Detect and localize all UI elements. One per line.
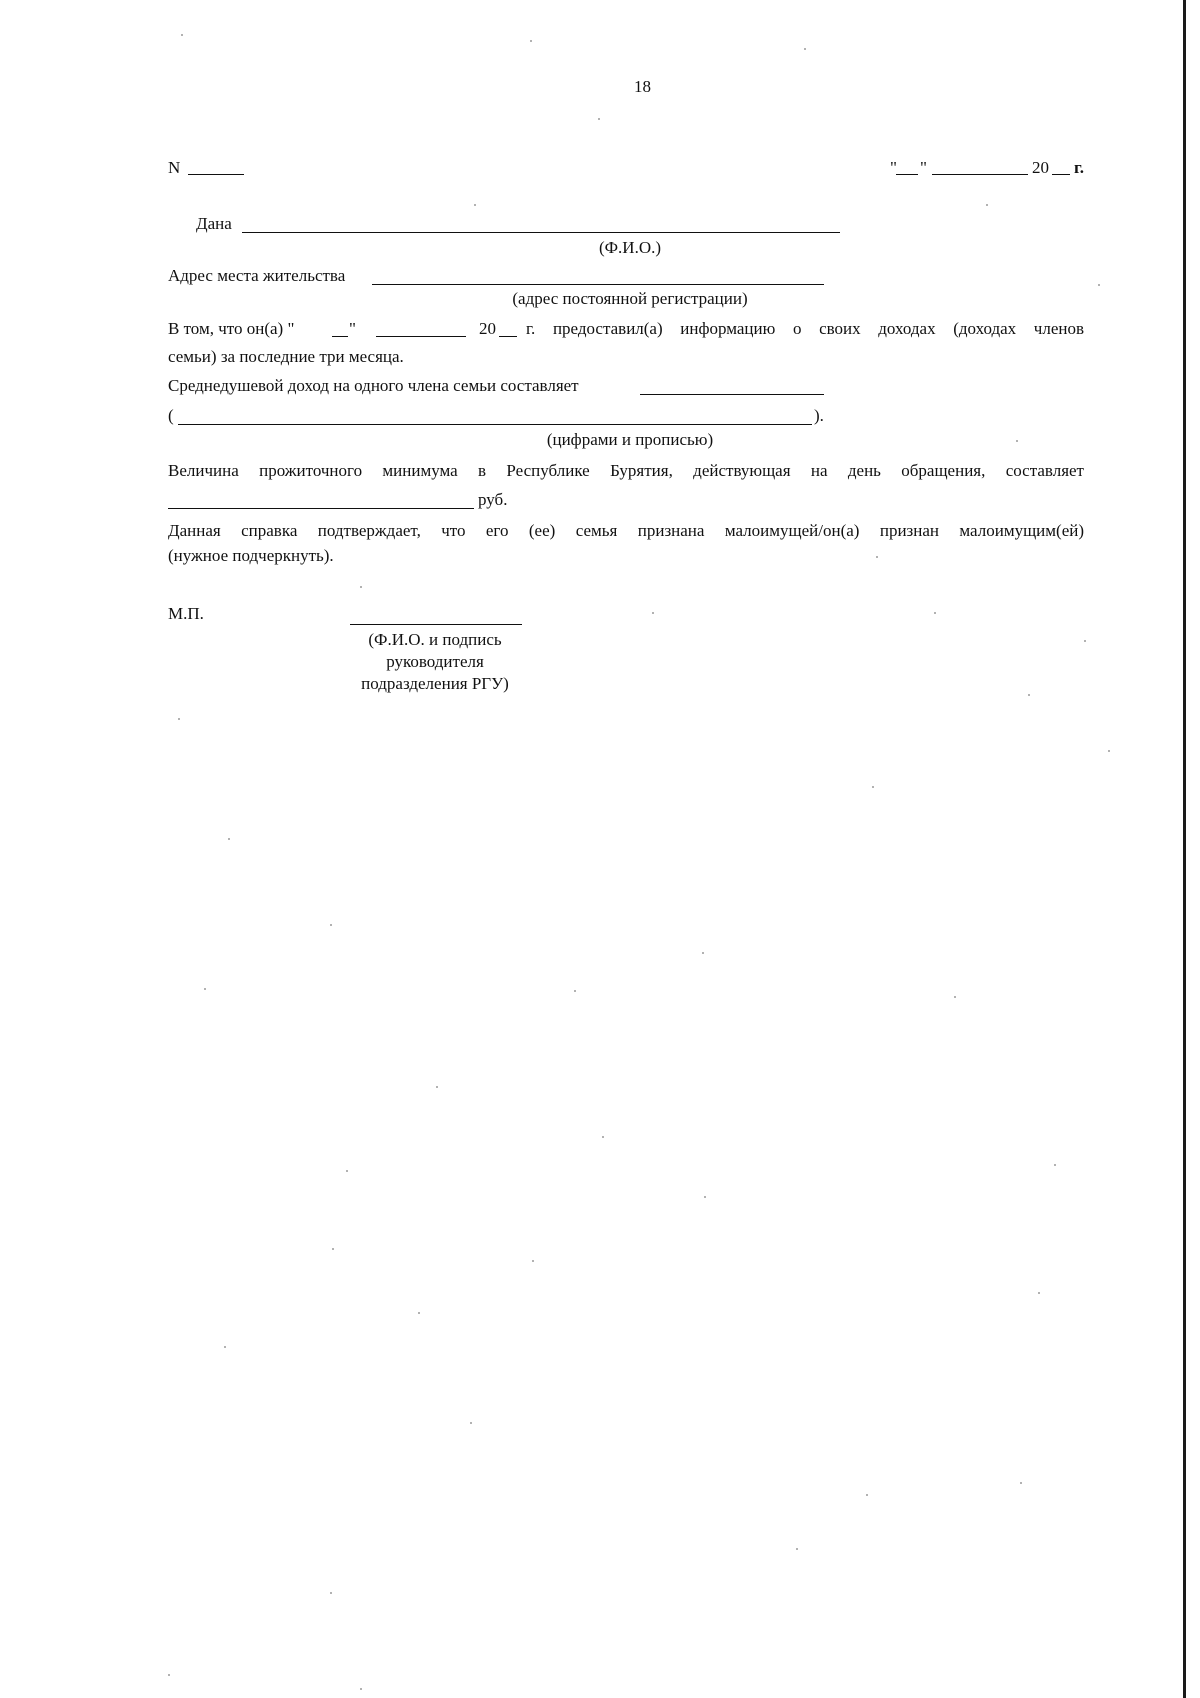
stamp-label: М.П. (168, 604, 204, 623)
statement-line2: семьи) за последние три месяца. (168, 347, 404, 366)
issued-to-caption: (Ф.И.О.) (598, 238, 662, 257)
signature-caption-line1: (Ф.И.О. и подпись (368, 630, 502, 649)
signature-blank (350, 624, 522, 625)
issued-to-label: Дана (196, 214, 232, 233)
confirm-line1: Данная справка подтверждает, что его (ее) семья признана малоимущей/он(а) признан малоимущим(ей) (168, 521, 1084, 540)
income-amount-blank (640, 394, 824, 395)
income-caption: (цифрами и прописью) (546, 430, 714, 449)
number-label: N (168, 158, 181, 177)
statement-year-blank (499, 336, 517, 337)
date-year-prefix: 20 (1032, 158, 1049, 177)
date-year-suffix: г. (1074, 158, 1085, 177)
income-label: Среднедушевой доход на одного члена семьи составляет (168, 376, 579, 395)
date-open-quote: " (890, 158, 897, 177)
minimum-amount-blank (168, 508, 474, 509)
address-caption: (адрес постоянной регистрации) (512, 289, 748, 308)
scan-edge-line (1183, 0, 1186, 1698)
statement-line1-a: В том, что он(а) " (168, 319, 295, 338)
statement-day-blank (332, 336, 348, 337)
page-number: 18 (634, 77, 651, 96)
income-words-blank (178, 424, 812, 425)
confirm-line2: (нужное подчеркнуть). (168, 546, 334, 565)
signature-caption-line2: руководителя (386, 652, 484, 671)
address-label: Адрес места жительства (168, 266, 346, 285)
date-close-quote: " (920, 158, 927, 177)
signature-caption-line3: подразделения РГУ) (361, 674, 509, 693)
minimum-unit: руб. (478, 490, 508, 509)
minimum-line1: Величина прожиточного минимума в Республике Бурятия, действующая на день обращения, составляет (168, 461, 1084, 480)
statement-month-blank (376, 336, 466, 337)
address-blank (372, 284, 824, 285)
statement-line1-b: " (349, 319, 356, 338)
income-open-paren: ( (168, 406, 174, 425)
issued-to-blank (242, 232, 840, 233)
date-day-blank (896, 174, 918, 175)
statement-line1-c: 20 (479, 319, 496, 338)
statement-line1-d: г. предоставил(а) информацию о своих доходах (доходах членов (526, 319, 1084, 338)
date-month-blank (932, 174, 1028, 175)
income-close-paren: ). (814, 406, 824, 425)
date-year-blank (1052, 174, 1070, 175)
number-blank (188, 174, 244, 175)
